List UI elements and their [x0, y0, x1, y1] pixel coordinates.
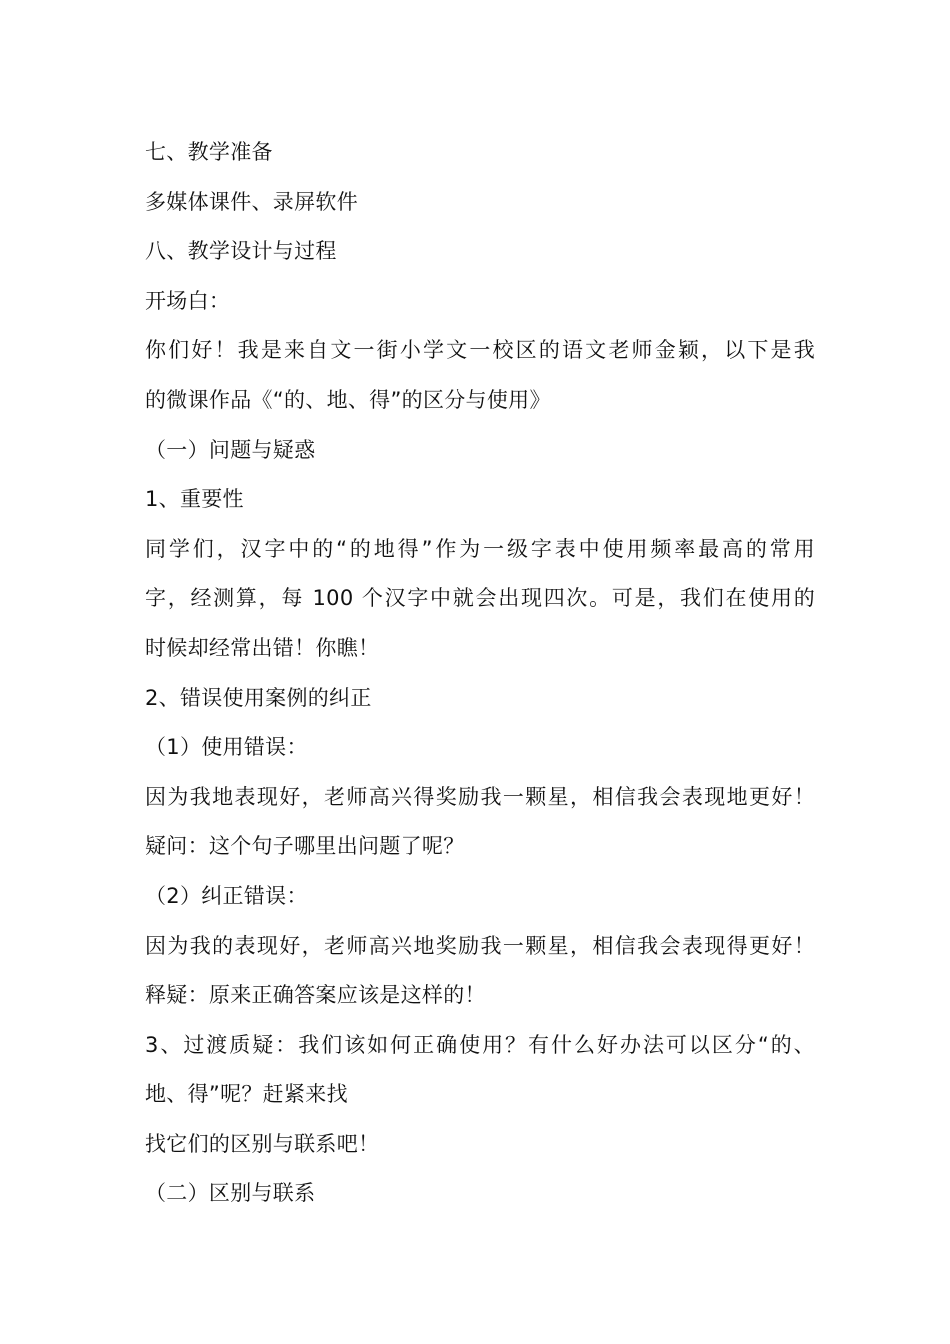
heading-teaching-preparation: 七、教学准备	[145, 140, 273, 164]
paragraph-transition-line-1: 3、过渡质疑：我们该如何正确使用？有什么好办法可以区分“的、	[145, 1032, 815, 1057]
explanation-line: 释疑：原来正确答案应该是这样的！	[145, 983, 486, 1008]
question-line: 疑问：这个句子哪里出问题了呢？	[145, 834, 465, 859]
paragraph-importance-line-2: 字，经测算，每 100 个汉字中就会出现四次。可是，我们在使用的	[145, 586, 815, 611]
paragraph-intro-line-2: 的微课作品《“的、地、得”的区分与使用》	[145, 387, 551, 412]
paragraph-intro-line-1: 你们好！我是来自文一街小学文一校区的语文老师金颖，以下是我	[145, 338, 815, 363]
label-opening: 开场白：	[145, 288, 231, 313]
sentence-correct: 因为我的表现好，老师高兴地奖励我一颗星，相信我会表现得更好！	[145, 933, 815, 958]
heading-section-one: （一）问题与疑惑	[145, 437, 316, 462]
label-correction: （2）纠正错误：	[145, 883, 308, 908]
label-wrong-usage: （1）使用错误：	[145, 735, 308, 760]
sentence-wrong: 因为我地表现好，老师高兴得奖励我一颗星，相信我会表现地更好！	[145, 784, 815, 809]
heading-importance: 1、重要性	[145, 487, 244, 512]
heading-section-two: （二）区别与联系	[145, 1181, 316, 1206]
paragraph-materials: 多媒体课件、录屏软件	[145, 189, 358, 214]
paragraph-transition-line-2: 地、得”呢？赶紧来找	[145, 1082, 348, 1107]
document-body	[145, 128, 815, 1219]
heading-error-cases: 2、错误使用案例的纠正	[145, 685, 372, 710]
paragraph-transition-line-3: 找它们的区别与联系吧！	[145, 1131, 380, 1156]
paragraph-importance-line-3: 时候却经常出错！你瞧！	[145, 635, 380, 660]
heading-teaching-design: 八、教学设计与过程	[145, 239, 337, 264]
paragraph-importance-line-1: 同学们，汉字中的“的地得”作为一级字表中使用频率最高的常用	[145, 536, 815, 561]
